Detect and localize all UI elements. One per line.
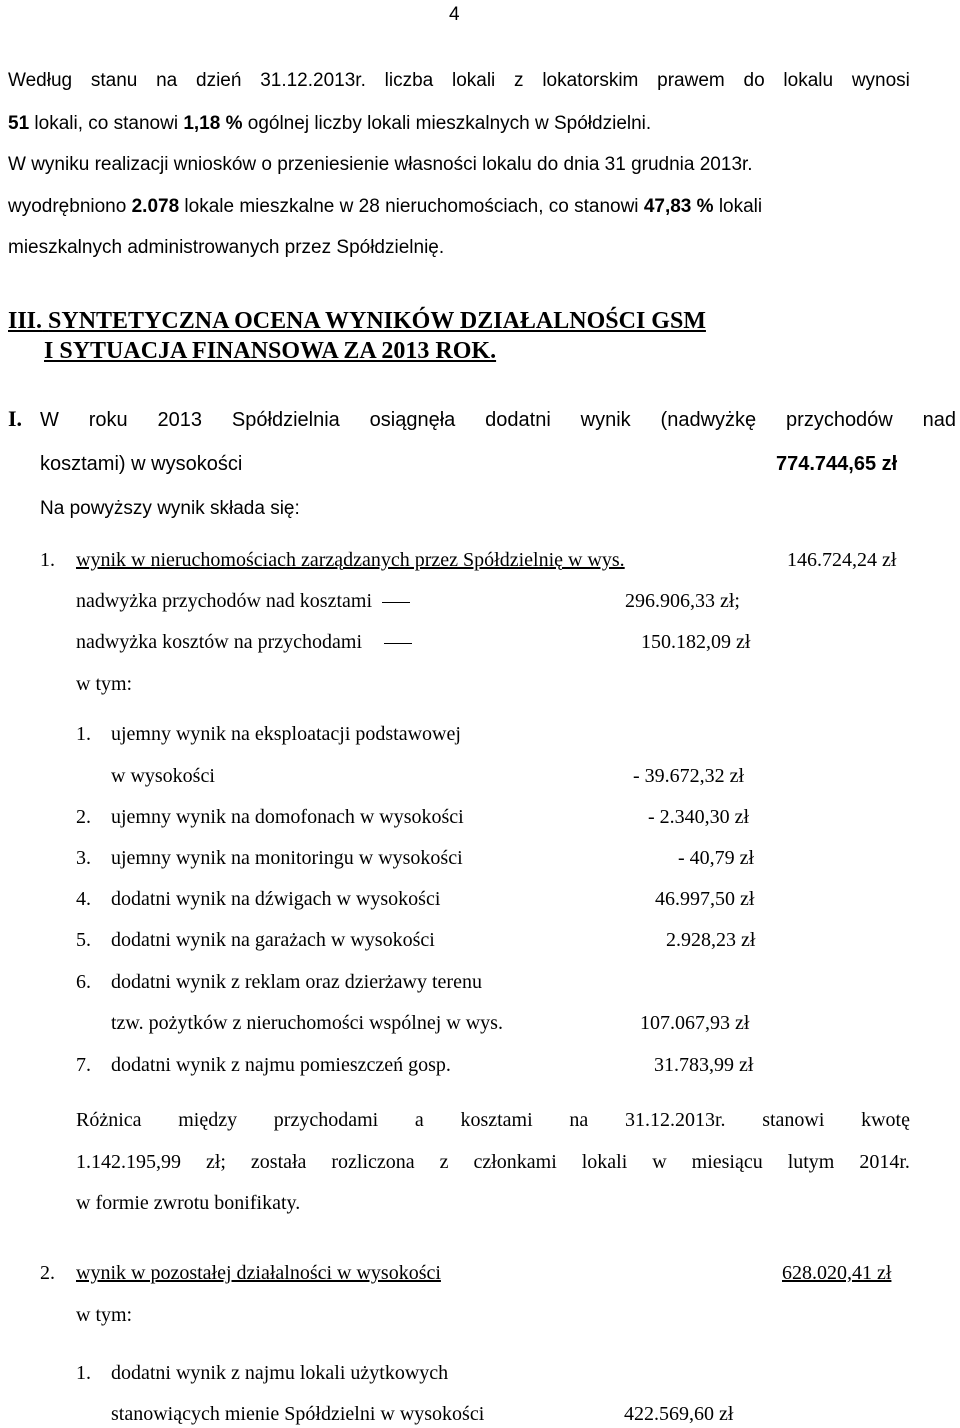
subitem-number: 4. <box>76 888 91 910</box>
word: dzień <box>196 70 242 91</box>
word: przychodów <box>786 409 893 431</box>
subitem-label: dodatni wynik z najmu pomieszczeń gosp. <box>111 1054 451 1076</box>
subitem-amount: - 2.340,30 zł <box>648 806 750 828</box>
word: członkami <box>473 1151 557 1173</box>
word: roku <box>88 409 128 431</box>
word: nad <box>922 409 956 431</box>
intro-line-2: 51 lokali, co stanowi 1,18 % ogólnej liczby lokali mieszkalnych w Spółdzielni. <box>8 113 652 134</box>
deficit-amount: 150.182,09 zł <box>641 631 751 653</box>
intro-line-4: wyodrębniono 2.078 lokale mieszkalne w 28 nieruchomościach, co stanowi 47,83 % lokali <box>8 196 763 217</box>
word: Spółdzielnia <box>231 409 340 431</box>
item1-in-which: w tym: <box>76 673 133 695</box>
word: z <box>514 70 524 91</box>
subitem-label-2: w wysokości <box>111 765 215 787</box>
subitem-label: dodatni wynik na garażach w wysokości <box>111 929 435 951</box>
item2-label: wynik w pozostałej działalności w wysokości <box>76 1262 441 1284</box>
word: 1.142.195,99 <box>76 1151 181 1173</box>
word: osiągnęła <box>369 409 456 431</box>
surplus-row: nadwyżka przychodów nad kosztami <box>76 589 410 613</box>
subitem-number: 1. <box>76 723 91 745</box>
word: 31.12.2013r. <box>624 1109 726 1131</box>
subitem-number: 7. <box>76 1054 91 1076</box>
subitem-number: 1. <box>76 1362 91 1384</box>
subitem-label: dodatni wynik z reklam oraz dzierżawy terenu <box>111 971 482 993</box>
wyodrebnione-percent: 47,83 % <box>643 196 714 217</box>
word: lokali <box>581 1151 628 1173</box>
word: Różnica <box>76 1109 142 1131</box>
section-number: III. <box>8 308 43 334</box>
item2-number: 2. <box>40 1262 55 1284</box>
subitem-number: 2. <box>76 806 91 828</box>
intro-line-5: mieszkalnych administrowanych przez Spółdzielnię. <box>8 237 445 258</box>
word: (nadwyżkę <box>660 409 757 431</box>
dash-icon <box>382 602 410 603</box>
word: z <box>439 1151 449 1173</box>
item1-number: 1. <box>40 549 55 571</box>
word: wynik <box>580 409 631 431</box>
word: została <box>250 1151 307 1173</box>
word: W <box>40 409 59 431</box>
word: do <box>743 70 765 91</box>
subitem-number: 5. <box>76 929 91 951</box>
subitem-amount: 107.067,93 zł <box>640 1012 750 1034</box>
word: 2013 <box>157 409 203 431</box>
word: 31.12.2013r. <box>260 70 366 91</box>
subitem-amount: 31.783,99 zł <box>654 1054 754 1076</box>
word: liczba <box>384 70 434 91</box>
word: kosztami <box>460 1109 533 1131</box>
subitem-amount: 422.569,60 zł <box>624 1403 734 1425</box>
intro-line-3: W wyniku realizacji wniosków o przeniesienie własności lokalu do dnia 31 grudnia 2013r. <box>8 154 753 175</box>
dash-icon <box>384 643 412 644</box>
word: stanowi <box>762 1109 825 1131</box>
word: na <box>156 70 178 91</box>
word: między <box>178 1109 238 1131</box>
part1-line-2: kosztami) w wysokości <box>40 453 243 475</box>
item1-label: wynik w nieruchomościach zarządzanych przez Spółdzielnię w wys. <box>76 549 625 571</box>
word: kwotę <box>861 1109 910 1131</box>
word: lokalu <box>783 70 834 91</box>
subitem-amount: - 40,79 zł <box>678 847 755 869</box>
difference-line-2 <box>76 1150 910 1174</box>
word: w <box>652 1151 667 1173</box>
section-heading-line-1 <box>8 307 706 335</box>
part1-line-1 <box>40 408 956 432</box>
intro-line-1 <box>8 69 910 93</box>
subitem-amount: 46.997,50 zł <box>655 888 755 910</box>
word: rozliczona <box>331 1151 415 1173</box>
word: wynosi <box>851 70 910 91</box>
subitem-label: dodatni wynik na dźwigach w wysokości <box>111 888 441 910</box>
subitem-label-2: tzw. pożytków z nieruchomości wspólnej w wys. <box>111 1012 503 1034</box>
subitem-label-2: stanowiących mienie Spółdzielni w wysokości <box>111 1403 485 1425</box>
word: a <box>414 1109 424 1131</box>
word: prawem <box>657 70 725 91</box>
difference-line-1 <box>76 1108 910 1132</box>
composition-label: Na powyższy wynik składa się: <box>40 498 300 519</box>
subitem-number: 3. <box>76 847 91 869</box>
word: zł; <box>205 1151 226 1173</box>
subitem-label: ujemny wynik na domofonach w wysokości <box>111 806 464 828</box>
section-title-1: SYNTETYCZNA OCENA WYNIKÓW DZIAŁALNOŚCI GSM <box>48 308 706 334</box>
word: przychodami <box>273 1109 379 1131</box>
item2-amount: 628.020,41 zł <box>782 1262 892 1284</box>
word: lokali <box>451 70 496 91</box>
part-label: I. <box>8 406 23 431</box>
subitem-amount: 2.928,23 zł <box>666 929 756 951</box>
deficit-row: nadwyżka kosztów na przychodami <box>76 630 412 654</box>
total-result-amount: 774.744,65 zł <box>776 453 898 475</box>
page-number: 4 <box>449 4 460 25</box>
subitem-number: 6. <box>76 971 91 993</box>
word: na <box>569 1109 589 1131</box>
word: Według <box>8 70 73 91</box>
section-title-2: I SYTUACJA FINANSOWA ZA 2013 ROK. <box>44 338 497 364</box>
word: dodatni <box>485 409 551 431</box>
word: lutym <box>787 1151 835 1173</box>
surplus-amount: 296.906,33 zł; <box>625 590 740 612</box>
subitem-label: dodatni wynik z najmu lokali użytkowych <box>111 1362 449 1384</box>
word: miesiącu <box>691 1151 763 1173</box>
word: stanu <box>90 70 138 91</box>
word: 2014r. <box>859 1151 910 1173</box>
lokatorskie-count: 51 <box>8 113 30 134</box>
word: lokatorskim <box>542 70 639 91</box>
subitem-amount: - 39.672,32 zł <box>633 765 745 787</box>
subitem-label: ujemny wynik na monitoringu w wysokości <box>111 847 463 869</box>
wyodrebnione-count: 2.078 <box>131 196 180 217</box>
lokatorskie-percent: 1,18 % <box>183 113 243 134</box>
subitem-label: ujemny wynik na eksploatacji podstawowej <box>111 723 461 745</box>
difference-line-3: w formie zwrotu bonifikaty. <box>76 1192 301 1214</box>
item2-in-which: w tym: <box>76 1304 133 1326</box>
item1-amount: 146.724,24 zł <box>787 549 897 571</box>
